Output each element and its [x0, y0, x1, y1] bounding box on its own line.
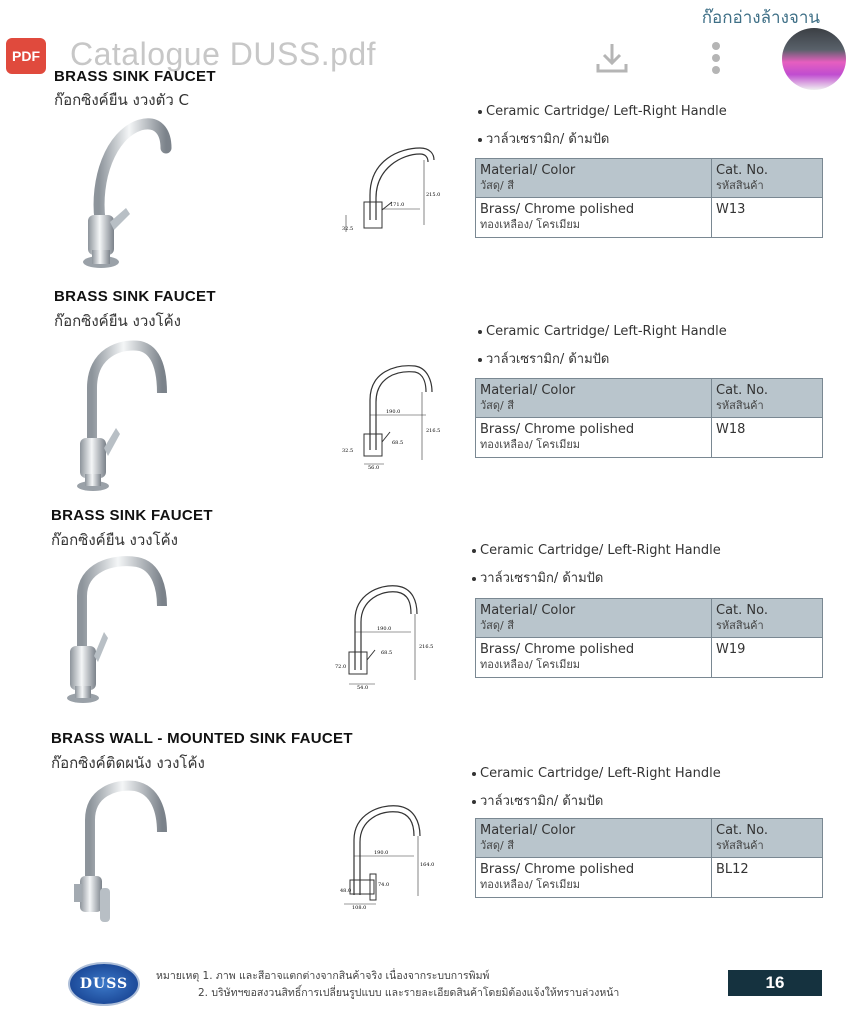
catno-value: BL12	[716, 862, 749, 877]
product-title: BRASS SINK FAUCET	[54, 68, 216, 85]
product-title: BRASS SINK FAUCET	[54, 288, 216, 305]
faucet-photo	[70, 110, 180, 280]
faucet-photo	[70, 780, 180, 935]
product-thai-title: ก๊อกซิงค์ยืน งวงโค้ง	[51, 531, 179, 549]
dim-label: 190.0	[374, 850, 389, 856]
dim-label: 164.0	[420, 862, 435, 868]
catno-value: W19	[716, 642, 746, 657]
technical-drawing	[335, 580, 445, 695]
material-value: Brass/ Chrome polished	[480, 422, 635, 437]
dim-label: 171.0	[390, 202, 405, 208]
spec-table: Material/ Color วัสดุ/ สี Cat. No. รหัสสินค้า Brass/ Chrome polished ทองเหลือง/ โครเมียม W18	[475, 378, 823, 458]
catno-value: W18	[716, 422, 746, 437]
document-title: Catalogue DUSS.pdf	[70, 36, 377, 72]
catno-value: W13	[716, 202, 746, 217]
faucet-photo	[70, 338, 180, 503]
category-label: ก๊อกอ่างล้างจาน	[701, 8, 820, 28]
dim-label: 216.5	[419, 644, 434, 650]
feature-bullet: วาล์วเซรามิก/ ด้ามปัด	[478, 128, 609, 149]
footer-note-line2: 2. บริษัทฯขอสงวนสิทธิ์การเปลี่ยนรูปแบบ และรายละเอียดสินค้าโดยมิต้องแจ้งให้ทราบล่วงหน้า	[198, 987, 620, 999]
dim-label: 190.0	[377, 626, 392, 632]
catno-header: Cat. No.	[716, 383, 768, 398]
more-vert-icon[interactable]	[704, 38, 728, 78]
feature-bullet: Ceramic Cartridge/ Left-Right Handle	[478, 104, 727, 119]
dim-label: 74.0	[378, 882, 390, 888]
dim-label: 215.0	[426, 192, 441, 198]
faucet-photo	[62, 556, 177, 716]
footer-note	[156, 968, 619, 1002]
product-thai-title: ก๊อกซิงค์ยืน งวงตัว C	[54, 91, 189, 109]
spec-table: Material/ Color วัสดุ/ สี Cat. No. รหัสสินค้า Brass/ Chrome polished ทองเหลือง/ โครเมียม W13	[475, 158, 823, 238]
material-header: Material/ Color	[480, 163, 576, 178]
feature-bullet: วาล์วเซรามิก/ ด้ามปัด	[478, 348, 609, 369]
product-thai-title: ก๊อกซิงค์ยืน งวงโค้ง	[54, 312, 182, 330]
feature-bullet: Ceramic Cartridge/ Left-Right Handle	[478, 324, 727, 339]
technical-drawing	[340, 140, 450, 245]
footer-note-line1: หมายเหตุ 1. ภาพ และสีอาจแตกต่างจากสินค้าจริง เนื่องจากระบบการพิมพ์	[156, 970, 490, 982]
avatar[interactable]	[782, 28, 846, 90]
dim-label: 56.0	[368, 465, 380, 470]
dim-label: 68.5	[392, 440, 404, 446]
product-thai-title: ก๊อกซิงค์ติดผนัง งวงโค้ง	[51, 754, 205, 772]
dim-label: 216.5	[426, 428, 441, 434]
material-value: Brass/ Chrome polished	[480, 202, 635, 217]
spec-table: Material/ Color วัสดุ/ สี Cat. No. รหัสสินค้า Brass/ Chrome polished ทองเหลือง/ โครเมียม BL12	[475, 818, 823, 898]
product-title: BRASS WALL - MOUNTED SINK FAUCET	[51, 730, 353, 747]
brand-logo: DUSS	[68, 962, 140, 1006]
feature-bullet: Ceramic Cartridge/ Left-Right Handle	[472, 543, 721, 558]
pdf-file-icon: PDF	[6, 38, 46, 74]
technical-drawing	[340, 360, 450, 475]
page-number: 16	[728, 970, 822, 996]
material-header: Material/ Color	[480, 383, 576, 398]
dim-label: 32.5	[342, 226, 354, 232]
material-header: Material/ Color	[480, 823, 576, 838]
dim-label: 72.0	[335, 664, 347, 670]
dim-label: 32.5	[342, 448, 354, 454]
dim-label: 68.5	[381, 650, 393, 656]
technical-drawing	[340, 800, 450, 915]
dim-label: 108.0	[352, 905, 367, 910]
feature-bullet: วาล์วเซรามิก/ ด้ามปัด	[472, 790, 603, 811]
dim-label: 54.0	[357, 685, 369, 690]
spec-table: Material/ Color วัสดุ/ สี Cat. No. รหัสสินค้า Brass/ Chrome polished ทองเหลือง/ โครเมียม W19	[475, 598, 823, 678]
feature-bullet: วาล์วเซรามิก/ ด้ามปัด	[472, 567, 603, 588]
catno-header: Cat. No.	[716, 603, 768, 618]
catno-header: Cat. No.	[716, 823, 768, 838]
material-value: Brass/ Chrome polished	[480, 642, 635, 657]
feature-bullet: Ceramic Cartridge/ Left-Right Handle	[472, 766, 721, 781]
material-header: Material/ Color	[480, 603, 576, 618]
product-title: BRASS SINK FAUCET	[51, 507, 213, 524]
material-value: Brass/ Chrome polished	[480, 862, 635, 877]
dim-label: 48.0	[340, 888, 352, 894]
download-icon[interactable]	[592, 38, 632, 78]
catno-header: Cat. No.	[716, 163, 768, 178]
dim-label: 190.0	[386, 409, 401, 415]
